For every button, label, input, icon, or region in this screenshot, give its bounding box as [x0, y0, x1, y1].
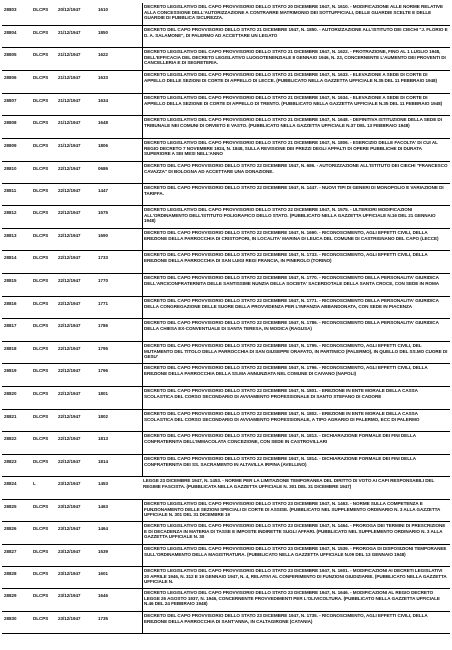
record-code: 1735 — [98, 616, 109, 621]
record-code: 1648 — [98, 120, 109, 125]
record-code: 1796 — [98, 368, 109, 373]
record-number: 28809 — [4, 143, 17, 148]
table-row — [2, 410, 450, 432]
record-code: 1575 — [98, 210, 109, 215]
record-number: 28814 — [4, 255, 17, 260]
record-description: DECRETO DEL CAPO PROVVISORIO DELLO STATO 22 DICEMBRE 1947, N. 1733. - RICONOSCIMENTO, AGLI EFFETTI CIVILI, DELLA EREZIONE DELLA PARROCCHIA DI SAN LUIGI REGI FRANCIA, IN PINEROLO (TORINO) — [142, 251, 450, 273]
record-code: 0686 — [98, 166, 109, 171]
record-code: 1633 — [98, 75, 109, 80]
record-number: 28824 — [4, 481, 17, 486]
record-date: 22/12/1947 — [58, 166, 81, 171]
record-type: DLCPS — [33, 7, 49, 12]
record-date: 22/12/1947 — [58, 188, 81, 193]
record-type: DLCPS — [33, 526, 49, 531]
record-type: L — [33, 481, 36, 486]
record-code: 1610 — [98, 7, 109, 12]
record-description: DECRETO LEGISLATIVO DEL CAPO PROVVISORIO DELLO STATO 22 DICEMBRE 1947, N. 1575. - ULTERIORI MODIFICAZIONI ALL'ORDINAMENTO DELL'ISTITUTO POLIGRAFICO DELLO STATO. (PUBBLICATO NELLA GAZZETTA UFFICIALE N.16 DEL 21 GENNAIO 1948) — [142, 206, 450, 228]
table-row — [2, 319, 450, 342]
record-code: 1690 — [98, 233, 109, 238]
record-date: 23/12/1947 — [58, 571, 81, 576]
record-date: 23/12/1947 — [58, 526, 81, 531]
record-code: 1733 — [98, 255, 109, 260]
record-number: 28818 — [4, 346, 17, 351]
record-number: 28823 — [4, 459, 17, 464]
record-description: DECRETO LEGISLATIVO DEL CAPO PROVVISORIO DELLO STATO 23 DICEMBRE 1947, N. 1646. - MODIFICAZIONI AL REGIO DECRETO LEGGE 26 AGOSTO 1937, N. 1946, CONCERNENTE PROVVEDIMENTI PER L'OLIVICOLTURA. (PUBBLICATO NELLA GAZZETTA UFFICIALE N.46 DEL 24 FEBBRAIO 1948) — [142, 589, 450, 611]
record-type: DLCPS — [33, 593, 49, 598]
table-row — [2, 477, 450, 500]
record-code: 1806 — [98, 143, 109, 148]
table-row — [2, 342, 450, 364]
table-row — [2, 206, 450, 229]
record-description: DECRETO DEL CAPO PROVVISORIO DELLO STATO 23 DICEMBRE 1947, N. 1735. - RICONOSCIMENTO, AGLI EFFETTI CIVILI, DELLA EREZIONE DELLA PARROCCHIA DI SANT'ANNA, IN CALTAGIRONE (CATANIA) — [142, 612, 450, 633]
record-code: 1813 — [98, 436, 109, 441]
record-type: DLCPS — [33, 549, 49, 554]
record-type: DLCPS — [33, 571, 49, 576]
record-code: 1634 — [98, 98, 109, 103]
table-row — [2, 162, 450, 184]
record-date: 21/12/1947 — [58, 52, 81, 57]
record-type: DLCPS — [33, 391, 49, 396]
record-number: 28806 — [4, 75, 17, 80]
record-type: DLCPS — [33, 120, 49, 125]
table-row — [2, 251, 450, 274]
record-code: 1646 — [98, 593, 109, 598]
record-description: DECRETO LEGISLATIVO DEL CAPO PROVVISORIO DELLO STATO 23 DICEMBRE 1947, N. 1601. - MODIFICAZIONI AI DECRETI LEGISLATIVI 20 APRILE 1946, N. 312 E 19 GENNAIO 1947, N. 4, RELATIVI AL CONFERIMENTO DI FUNZIONI GIUDIZIARIE. (PUBBLICATO NELLA GAZZETTA UFFICIALE N. — [142, 567, 450, 588]
record-date: 21/12/1947 — [58, 120, 81, 125]
record-type: DLCPS — [33, 301, 49, 306]
record-description: DECRETO DEL CAPO PROVVISORIO DELLO STATO 22 DICEMBRE 1947, N. 1447. - NUOVI TIPI DI GENERI DI MONOPOLIO E VARIAZIONE DI TARIFFA. — [142, 184, 450, 205]
record-description: DECRETO LEGISLATIVO DEL CAPO PROVVISORIO DELLO STATO 23 DICEMBRE 1947, N. 1463. - NORME SULLA COMPETENZA E FUNZIONAMENTO DELLE SEZIONI SPECIALI DI CORTE DI ASSISE. (PUBBLICATO NEL SUPPLEMENTO ORDINARIO N. 3 ALLA GAZZETTA UFFICIALE N. 301 DEL 31 DICEMBRE 19 — [142, 500, 450, 521]
record-code: 1447 — [98, 188, 109, 193]
record-number: 28804 — [4, 30, 17, 35]
record-type: DLCPS — [33, 255, 49, 260]
record-type: DLCPS — [33, 188, 49, 193]
record-type: DLCPS — [33, 52, 49, 57]
record-code: 1601 — [98, 571, 109, 576]
record-code: 1795 — [98, 346, 109, 351]
record-code: 1622 — [98, 52, 109, 57]
record-date: 22/12/1947 — [58, 346, 81, 351]
table-row — [2, 26, 450, 48]
table-row — [2, 545, 450, 567]
record-code: 1770 — [98, 278, 109, 283]
record-date: 22/12/1947 — [58, 278, 81, 283]
record-number: 28830 — [4, 616, 17, 621]
record-number: 28825 — [4, 504, 17, 509]
record-description: DECRETO DEL CAPO PROVVISORIO DELLO STATO 22 DICEMBRE 1947, N. 1771. - RICONOSCIMENTO DELLA PERSONALITA' GIURIDICA DELLA CONGREGAZIONE DELLE SUORE DELLA PROVVIDENZA PER L'INFANZIA ABBANDONATA, CON SEDE IN PIACENZA — [142, 297, 450, 318]
record-number: 28819 — [4, 368, 17, 373]
record-number: 28813 — [4, 233, 17, 238]
record-date: 22/12/1947 — [58, 255, 81, 260]
record-number: 28820 — [4, 391, 17, 396]
table-row — [2, 229, 450, 251]
record-code: 1850 — [98, 30, 109, 35]
record-type: DLCPS — [33, 368, 49, 373]
record-description: DECRETO DEL CAPO PROVVISORIO DELLO STATO 22 DICEMBRE 1947, N. 686. - AUTORIZZAZIONE ALL'ISTITUTO DEI CIECHI "FRANCESCO CAVAZZA" DI BOLOGNA AD ACCETTARE UNA DONAZIONE. — [142, 162, 450, 183]
record-number: 28827 — [4, 549, 17, 554]
record-code: 1453 — [98, 481, 109, 486]
record-type: DLCPS — [33, 143, 49, 148]
record-date: 22/12/1947 — [58, 436, 81, 441]
record-description: LEGGE 23 DICEMBRE 1947, N. 1453. - NORME PER LA LIMITAZIONE TEMPORANEA DEL DIRITTO DI VOTO AI CAPI RESPONSABILI DEL REGIME FASCISTA. (PUBBLICATA NELLA GAZZETTA UFFICIALE N. 301 DEL 31 DICEMBRE 1947) — [143, 478, 435, 489]
record-description: DECRETO DEL CAPO PROVVISORIO DELLO STATO 22 DICEMBRE 1947, N. 1770. - RICONOSCIMENTO DELLA PERSONALITA' GIURIDICA DELL'ARCICONFRATERNITA DELLE SANTISSIME NUNZIA DELLA SOCIETA' SACERDOTALE DELLA SANTA CROCE, CON SEDE IN ROMA — [142, 274, 450, 296]
record-description: DECRETO LEGISLATIVO DEL CAPO PROVVISORIO DELLO STATO 21 DICEMBRE 1947, N. 1634. - ELEVAZIONE A SEDE DI CORTE DI APPELLO DELLA SEZIONE DI CORTE DI APPELLO DI TRENTO. (PUBBLICATO NELLA GAZZETTA UFFICIALE N.35 DEL 11 FEBBRAIO 1948) — [142, 94, 450, 115]
record-code: 1814 — [98, 459, 109, 464]
record-date: 22/12/1947 — [58, 301, 81, 306]
record-type: DLCPS — [33, 504, 49, 509]
record-number: 28812 — [4, 210, 17, 215]
record-type: DLCPS — [33, 459, 49, 464]
table-row — [2, 297, 450, 319]
record-date: 22/12/1947 — [58, 368, 81, 373]
record-type: DLCPS — [33, 346, 49, 351]
record-date: 21/12/1947 — [58, 98, 81, 103]
record-date: 22/12/1947 — [58, 391, 81, 396]
record-type: DLCPS — [33, 98, 49, 103]
table-row — [2, 116, 450, 139]
record-description: DECRETO DEL CAPO PROVVISORIO DELLO STATO 22 DICEMBRE 1947, N. 1814. - DICHIARAZIONE FORMALE DEI FINI DELLA CONFRATERNITA DEI SS. SACRAMENTO IN ALTAVILLA IRPINA (AVELLINO) — [142, 455, 450, 476]
record-number: 28826 — [4, 526, 17, 531]
table-row — [2, 455, 450, 477]
record-code: 1801 — [98, 391, 109, 396]
table-row — [2, 71, 450, 94]
record-description: DECRETO DEL CAPO PROVVISORIO DELLO STATO 22 DICEMBRE 1947, N. 1786. - RICONOSCIMENTO DELLA PERSONALITA' GIURIDICA DELLA CHIESA EX-CONVENTUALE DI SANTA TERESA, IN MODICA (RAGUSA) — [142, 319, 450, 341]
record-number: 28828 — [4, 571, 17, 576]
record-type: DLCPS — [33, 323, 49, 328]
record-code: 1771 — [98, 301, 109, 306]
table-row — [2, 612, 450, 634]
record-number: 28815 — [4, 278, 17, 283]
table-row — [2, 48, 450, 71]
table-row — [2, 589, 450, 612]
table-row — [2, 3, 450, 26]
record-date: 21/12/1947 — [58, 30, 81, 35]
table-row — [2, 432, 450, 455]
record-description: DECRETO LEGISLATIVO DEL CAPO PROVVISORIO DELLO STATO 23 DICEMBRE 1947, N. 1539. - PROROGA DI DISPOSIZIONI TEMPORANEE SULL'ORDINAMENTO DELLA MAGISTRATURA. (PUBBLICATO NELLA GAZZETTA UFFICIALE N.09 DEL 13 GENNAIO 1948) — [142, 545, 450, 566]
record-date: 23/12/1947 — [58, 481, 81, 486]
record-number: 28811 — [4, 188, 17, 193]
record-date: 23/12/1947 — [58, 593, 81, 598]
record-description: DECRETO DEL CAPO PROVVISORIO DELLO STATO 22 DICEMBRE 1947, N. 1801. - EREZIONE IN ENTE MORALE DELLA CASSA SCOLASTICA DEL CORSO SECONDARIO DI AVVIAMENTO PROFESSIONALE DI SANTO STEFANO DI CADORE — [142, 387, 450, 409]
record-number: 28805 — [4, 52, 17, 57]
record-type: DLCPS — [33, 75, 49, 80]
table-row — [2, 94, 450, 116]
record-date: 21/12/1947 — [58, 143, 81, 148]
record-date: 22/12/1947 — [58, 233, 81, 238]
record-date: 21/12/1947 — [58, 75, 81, 80]
record-description: DECRETO LEGISLATIVO DEL CAPO PROVVISORIO DELLO STATO 21 DICEMBRE 1947, N. 1622. - PROTRAZIONE, FINO AL 1 LUGLIO 1948, DELL'EFFICACIA DEL DECRETO LEGISLATIVO LUOGOTENENZIALE 8 GENNAIO 1946, N. 23, CONCERNENTE L'AUMENTO DEI PROVENTI DI CANCELLERIA E DI SEGRETERIA. — [142, 48, 450, 70]
record-type: DLCPS — [33, 436, 49, 441]
record-code: 1802 — [98, 414, 109, 419]
record-code: 1464 — [98, 526, 109, 531]
record-number: 28816 — [4, 301, 17, 306]
record-number: 28821 — [4, 414, 17, 419]
record-type: DLCPS — [33, 233, 49, 238]
record-type: DLCPS — [33, 166, 49, 171]
record-description: DECRETO DEL CAPO PROVVISORIO DELLO STATO 22 DICEMBRE 1947, N. 1796. - RICONOSCIMENTO, AGLI EFFETTI CIVILI, DELLA EREZIONE DELLA PARROCCHIA DELLA SS.MA ANNUNZIATA NEL COMUNE DI CAIVANO (NAPOLI) — [142, 364, 450, 386]
record-description: DECRETO LEGISLATIVO DEL CAPO PROVVISORIO DELLO STATO 21 DICEMBRE 1947, N. 1633. - ELEVAZIONE A SEDE DI CORTE DI APPELLO DELLE SEZIONI DI CORTE DI APPELLO DI LECCE. (PUBBLICATO NELLA GAZZETTA UFFICIALE N.35 DEL 11 FEBBRAIO 1948) — [142, 71, 450, 93]
record-number: 28807 — [4, 98, 17, 103]
record-description: DECRETO DEL CAPO PROVVISORIO DELLO STATO 21 DICEMBRE 1947, N. 1850. - AUTORIZZAZIONE ALL'ISTITUTO DEI CIECHI "J. FLORIO E D. A. SALAMONE", DI PALERMO AD ACCETTARE UN LEGATO — [142, 26, 450, 47]
record-date: 20/12/1947 — [58, 7, 81, 12]
record-description: DECRETO LEGISLATIVO DEL CAPO PROVVISORIO DELLO STATO 20 DICEMBRE 1947, N. 1610. - MODIFICAZIONE ALLE NORME RELATIVE ALLA CONCESSIONE DELL'AUTORIZZAZIONE A CONTRARRE MATRIMONIO DEI SOTTUFFICIALI, DELLE GUARDIE SCELTE E DELLE GUARDIE DI PUBBLICA SICUREZZA. — [142, 3, 450, 25]
record-type: DLCPS — [33, 616, 49, 621]
record-number: 28817 — [4, 323, 17, 328]
record-type: DLCPS — [33, 30, 49, 35]
record-code: 1463 — [98, 504, 109, 509]
record-date: 23/12/1947 — [58, 504, 81, 509]
record-number: 28808 — [4, 120, 17, 125]
table-row — [2, 567, 450, 589]
record-code: 1786 — [98, 323, 109, 328]
record-type: DLCPS — [33, 210, 49, 215]
record-description: DECRETO DEL CAPO PROVVISORIO DELLO STATO 22 DICEMBRE 1947, N. 1690. - RICONOSCIMENTO, AGLI EFFETTI CIVILI, DELLA EREZIONE DELLA PARROCCHIA DI CRISTOFORI, IN LOCALITA' MARINA DI LEUCA DEL COMUNE DI CASTRIGNANO DEL CAPO (LECCE) — [142, 229, 450, 250]
record-date: 22/12/1947 — [58, 323, 81, 328]
record-date: 22/12/1947 — [58, 414, 81, 419]
record-description: DECRETO LEGISLATIVO DEL CAPO PROVVISORIO DELLO STATO 21 DICEMBRE 1947, N. 1806. - ESERCIZIO DELLE FACOLTA' DI CUI AL REGIO DECRETO 7 NOVEMBRE 1924, N. 1848, SULLA REVISIONE DEI PREZZI DEGLI APPALTI DI OPERE PUBBLICHE DI DURATA SUPERIORE A SEI MESI NELL'ANNO — [142, 139, 450, 161]
record-date: 22/12/1947 — [58, 210, 81, 215]
record-number: 28829 — [4, 593, 17, 598]
table-row — [2, 387, 450, 410]
record-description: DECRETO DEL CAPO PROVVISORIO DELLO STATO 22 DICEMBRE 1947, N. 1813. - DICHIARAZIONE FORMALE DEI FINI DELLA CONFRATERNITA DELL'IMMACOLATA CONCEZIONE, CON SEDE IN CASTROVILLARI — [142, 432, 450, 454]
records-table — [2, 3, 450, 634]
record-number: 28810 — [4, 166, 17, 171]
table-row — [2, 184, 450, 206]
record-date: 23/12/1947 — [58, 549, 81, 554]
record-type: DLCPS — [33, 278, 49, 283]
table-row — [2, 364, 450, 387]
record-description: DECRETO DEL CAPO PROVVISORIO DELLO STATO 22 DICEMBRE 1947, N. 1795. - RICONOSCIMENTO, AGLI EFFETTI CIVILI, DEL MUTAMENTO DEL TITOLO DELLA PARROCCHIA DI SAN GIUSEPPE ORAFATO, IN PARTINICO (PALERMO), IN QUELLO DEL SS.MO CUORE DI GESU' — [142, 342, 450, 363]
record-date: 22/12/1947 — [58, 459, 81, 464]
record-code: 1539 — [98, 549, 109, 554]
table-row — [2, 522, 450, 545]
record-description: DECRETO LEGISLATIVO DEL CAPO PROVVISORIO DELLO STATO 21 DICEMBRE 1947, N. 1648. - DEFINITIVA ISTITUZIONE DELLA SEDE DI TRIBUNALE NEI COMUNI DI ORVIETO E VASTO. (PUBBLICATO NELLA GAZZETTA UFFICIALE N.37 DEL 13 FEBBRAIO 1948) — [142, 116, 450, 138]
record-description: DECRETO DEL CAPO PROVVISORIO DELLO STATO 22 DICEMBRE 1947, N. 1802. - EREZIONE IN ENTE MORALE DELLA CASSA SCOLASTICA DEL CORSO SECONDARIO DI AVVIAMENTO PROFESSIONALE, A TIPO AGRARIO DI PALERMO, ECC DI PALERMO — [142, 410, 450, 431]
record-type: DLCPS — [33, 414, 49, 419]
record-description: DECRETO LEGISLATIVO DEL CAPO PROVVISORIO DELLO STATO 23 DICEMBRE 1947, N. 1464. - PROROGA DEI TERMINI DI PRESCRIZIONE E DI DECADENZA IN MATERIA DI TASSE E IMPOSTE INDIRETTE SUGLI AFFARI. (PUBBLICATO NEL SUPPLEMENTO ORDINARIO N. 3 ALLA GAZZETTA UFFICIALE N. 30 — [142, 522, 450, 544]
table-row — [2, 500, 450, 522]
table-row — [2, 274, 450, 297]
table-row — [2, 139, 450, 162]
record-number: 28803 — [4, 7, 17, 12]
record-number: 28822 — [4, 436, 17, 441]
record-date: 23/12/1947 — [58, 616, 81, 621]
